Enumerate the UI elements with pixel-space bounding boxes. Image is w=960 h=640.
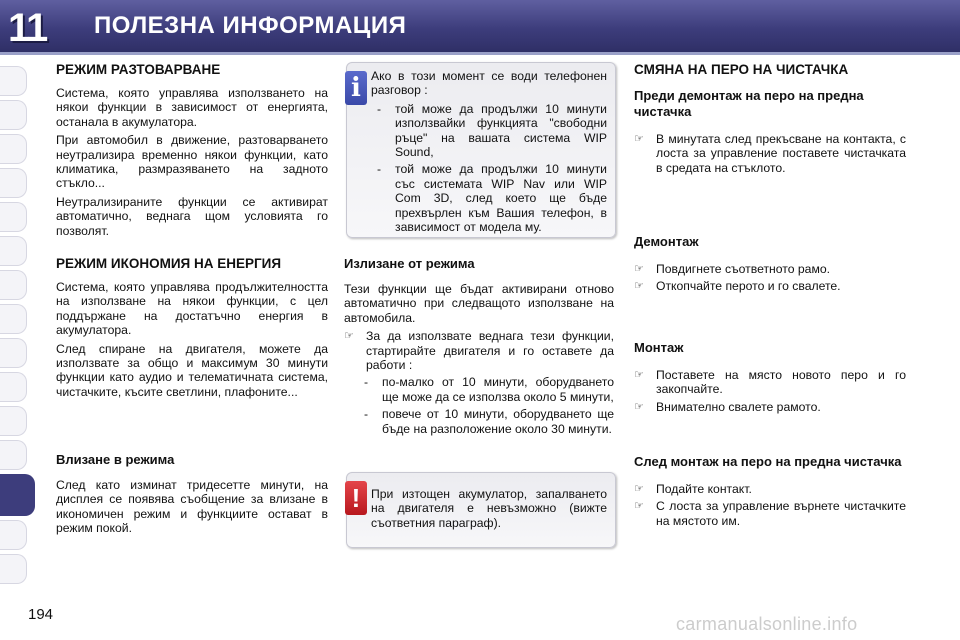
chapter-tab[interactable] [0, 202, 27, 232]
warning-icon: ! [345, 481, 367, 515]
wiper-title: СМЯНА НА ПЕРО НА ЧИСТАЧКА [634, 62, 849, 77]
chapter-tab[interactable] [0, 100, 27, 130]
exit-mode-title: Излизане от режима [344, 256, 475, 271]
chapter-tab[interactable] [0, 168, 27, 198]
unloading-section [56, 62, 328, 242]
enter-mode-section [56, 452, 328, 540]
before-removal-list [634, 132, 906, 175]
paragraph: Система, която управлява продължителността на използване на някои функции, с цел поддържане на достатъчно енергия в акумулатора. [56, 280, 328, 338]
paragraph: След като изминат тридесетте минути, на дисплея се появява съобщение за влизане в икономичен режим и функциите остават в режим покой. [56, 478, 328, 536]
paragraph: Система, която управлява използването на някои функции в зависимост от енергията, останала в акумулатора. [56, 86, 328, 129]
paragraph: При автомобил в движение, разтоварването неутрализира временно някои функции, като климатика, размразяването на задното стъкло... [56, 133, 328, 191]
removal-title: Демонтаж [634, 234, 699, 249]
list-item: ☞ Внимателно свалете рамото. [634, 400, 906, 414]
enter-mode-title: Влизане в режима [56, 452, 175, 467]
exit-mode-section [344, 256, 614, 439]
fitting-section [634, 340, 906, 417]
list-item: ☞ Откопчайте перото и го свалете. [634, 279, 906, 293]
paragraph: Тези функции ще бъдат активирани отново автоматично при следващото използване на автомобила. [344, 282, 614, 325]
exit-bullets [344, 329, 614, 372]
paragraph: След спиране на двигателя, можете да използвате за общо и максимум 30 минути функции като аудио и телематичната система, чистачките, късите светлини, плафоните... [56, 341, 328, 399]
chapter-tab[interactable] [0, 66, 27, 96]
list-item: - по-малко от 10 минути, оборудването ще може да се използва около 5 минути, [358, 375, 614, 404]
after-fitting-title: След монтаж на перо на предна чистачка [634, 454, 902, 469]
chapter-number: 11 [8, 6, 47, 50]
chapter-tab[interactable] [0, 134, 27, 164]
chapter-tab[interactable] [0, 236, 27, 266]
chapter-tab[interactable] [0, 270, 27, 300]
removal-list [634, 262, 906, 294]
warning-text: При изтощен акумулатор, запалването на двигателя е невъзможно (вижте съответния параграф). [371, 487, 607, 530]
before-removal-title: Преди демонтаж на перо на предна чистачка [634, 88, 864, 119]
info-icon: i [345, 71, 367, 105]
after-fitting-list [634, 482, 906, 528]
list-item: - повече от 10 минути, оборудването ще бъде на разположение около 30 минути. [358, 407, 614, 436]
chapter-tab-active[interactable] [0, 474, 35, 516]
list-item: ☞ Поставете на място новото перо и го закопчайте. [634, 368, 906, 397]
list-item: ☞ Повдигнете съответното рамо. [634, 262, 906, 276]
warning-box [346, 472, 616, 548]
page-number: 194 [28, 606, 54, 623]
list-item: - той може да продължи 10 минути използвайки функцията "свободни ръце" на вашата система WIP Sound, [371, 102, 607, 160]
info-list [371, 102, 607, 235]
list-item: ☞ С лоста за управление върнете чистачките на мястото им. [634, 499, 906, 528]
chapter-tab[interactable] [0, 372, 27, 402]
chapter-tab[interactable] [0, 338, 27, 368]
energy-saving-title: РЕЖИМ ИКОНОМИЯ НА ЕНЕРГИЯ [56, 256, 282, 271]
chapter-tab[interactable] [0, 304, 27, 334]
fitting-title: Монтаж [634, 340, 684, 355]
header-divider [0, 52, 960, 55]
after-fitting-section [634, 454, 906, 531]
watermark: carmanualsonline.info [676, 614, 858, 634]
unloading-title: РЕЖИМ РАЗТОВАРВАНЕ [56, 62, 221, 77]
page-title: ПОЛЕЗНА ИНФОРМАЦИЯ [94, 12, 407, 39]
chapter-tab[interactable] [0, 440, 27, 470]
list-item: ☞ В минутата след прекъсване на контакта, с лоста за управление поставете чистачката в средата на стъклото. [634, 132, 906, 175]
energy-saving-section [56, 256, 328, 403]
chapter-tab[interactable] [0, 406, 27, 436]
info-box [346, 62, 616, 238]
removal-section [634, 234, 906, 297]
list-item: ☞ За да използвате веднага тези функции, стартирайте двигателя и го оставете да работи : [344, 329, 614, 372]
wiper-section [634, 62, 906, 178]
info-text: Ако в този момент се води телефонен разговор : [371, 69, 607, 98]
list-item: - той може да продължи 10 минути със системата WIP Nav или WIP Com 3D, след което ще бъде прехвърлен към Вашия телефон, в зависимост от модела му. [371, 162, 607, 234]
chapter-tab[interactable] [0, 520, 27, 550]
chapter-tab[interactable] [0, 554, 27, 584]
exit-dashes [344, 375, 614, 436]
fitting-list [634, 368, 906, 414]
paragraph: Неутрализираните функции се активират автоматично, веднага щом условията го позволят. [56, 194, 328, 238]
list-item: ☞ Подайте контакт. [634, 482, 906, 496]
